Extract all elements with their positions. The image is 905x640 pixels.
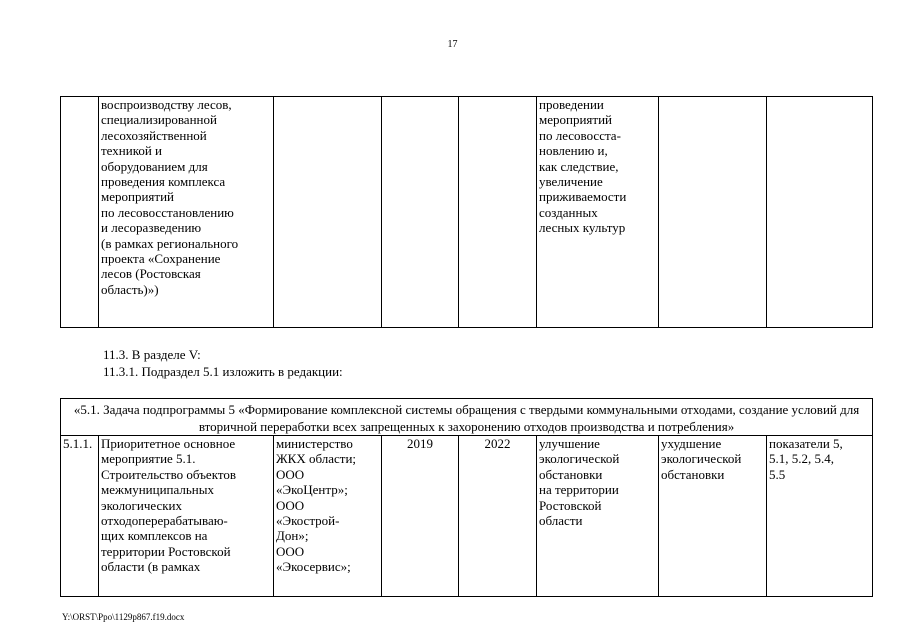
cell-executor: министерство ЖКХ области; ООО «ЭкоЦентр»; ООО «Экострой- Дон»; ООО «Экосервис»;: [274, 436, 382, 597]
cell-indicators: [767, 97, 873, 328]
cell-consequence: ухудшение экологической обстановки: [659, 436, 767, 597]
cell-text: воспроизводству лесов, специализированной лесохозяйственной техникой и оборудованием для проведения комплекса мероприятий по лесовосстановлению и лесоразведению (в рамках регионального проекта «Сохранение лесов (Ростовская область)»): [99, 97, 274, 328]
cell-result: проведении мероприятий по лесовосста- новлению и, как следствие, увеличение приживаемости созданных лесных культур: [537, 97, 659, 328]
cell-indicators: показатели 5, 5.1, 5.2, 5.4, 5.5: [767, 436, 873, 597]
cell-start-year: [382, 97, 459, 328]
page-number: 17: [447, 39, 458, 50]
cell-start-year: 2019: [382, 436, 459, 597]
task-header: «5.1. Задача подпрограммы 5 «Формирование комплексной системы обращения с твердыми коммунальными отходами, создание условий для вторичной переработки всех запрещенных к захоронению отходов производства и потребления»: [61, 399, 873, 436]
table-row: [61, 436, 873, 597]
table-continuation: [60, 96, 873, 328]
cell-text: Приоритетное основное мероприятие 5.1. Строительство объектов межмуниципальных экологических отходоперерабатываю- щих комплексов на территории Ростовской области (в рамках: [99, 436, 274, 597]
cell-consequence: [659, 97, 767, 328]
table-row: [61, 97, 873, 328]
cell-end-year: 2022: [459, 436, 537, 597]
table-subsection-5-1: [60, 398, 873, 597]
cell-num: 5.1.1.: [61, 436, 99, 597]
paragraph-section: 11.3. В разделе V:: [103, 347, 201, 362]
table-header-row: [61, 399, 873, 436]
paragraph-subsection: 11.3.1. Подраздел 5.1 изложить в редакции:: [103, 364, 343, 379]
cell-end-year: [459, 97, 537, 328]
footer-file-path: Y:\ORST\Ppo\1129p867.f19.docx: [62, 612, 185, 622]
cell-executor: [274, 97, 382, 328]
cell-result: улучшение экологической обстановки на территории Ростовской области: [537, 436, 659, 597]
cell-num: [61, 97, 99, 328]
